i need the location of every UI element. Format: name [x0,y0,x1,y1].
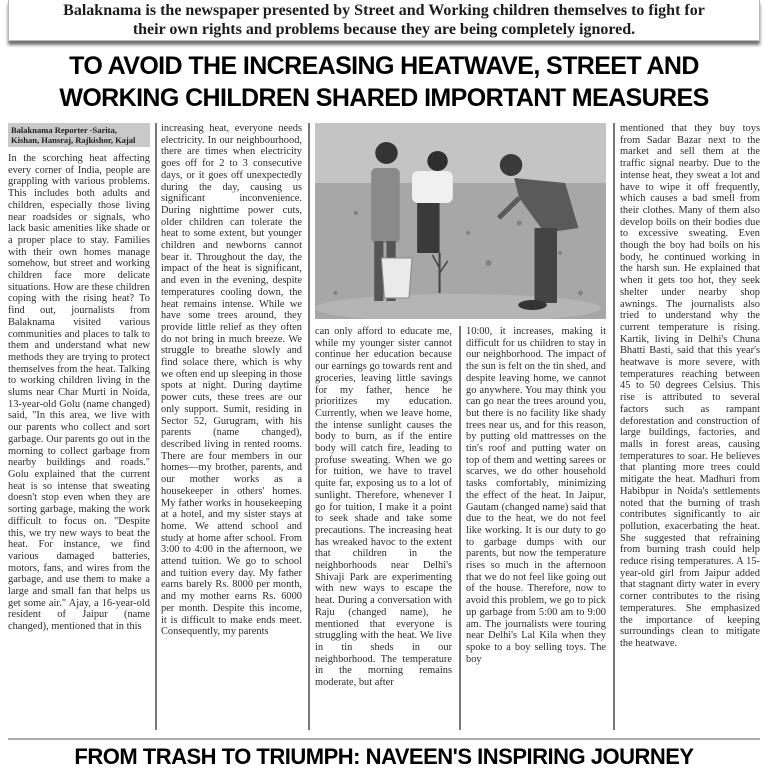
column-divider [308,123,310,730]
column-1-text: In the scorching heat affecting every corner of India, people are grappling with various problems. This includes both adults and children, especially those living near roadsides or signals, who lack basic amenities like shade or a proper place to stay. Families with their own homes manage somehow, but street and working children face more delicate situations. How are these children coping with the rising heat? To find out, journalists from Balaknama visited various communities and places to talk to them and understand what new methods they are trying to protect themselves from the heat. Talking to working children living in the slums near Char Murti in Noida, 13-year-old Golu (name changed) said, "In this area, we live with our parents who collect and sort garbage. Our parents go out in the morning to collect garbage from nearby buildings and roads." Golu explained that the current heat is so intense that sweating doesn't stop even when they are sorting garbage, making the work difficult to focus on. "Despite this, we try new ways to beat the heat. For instance, we find various damaged batteries, motors, fans, and wires from the garbage, and use them to make a large and small fan that helps us get some air." Ajay, a 16-year-old resident of Jaipur (name changed), mentioned that in this [8,153,150,633]
headline-line-1: TO AVOID THE INCREASING HEATWAVE, STREET AND [69,52,699,80]
column-divider [155,123,157,730]
article-headline [8,50,760,114]
article-photo [315,123,606,319]
column-divider [613,123,615,730]
column-5-text: mentioned that they buy toys from Sadar Bazar next to the market and sell them at the traffic signal nearby. Due to the intense heat, they sweat a lot and have to wipe it off frequently, which causes a bad smell from their clothes. Many of them also develop boils on their bodies due to excessive sweating. Even though the boy had boils on his body, he continued working in the harsh sun. He explained that when it gets too hot, they seek shelter under nearby shop awnings. The journalists also tried to understand why the current temperature is rising. Kartik, living in Delhi's Chuna Bhatti Basti, said that this year's heatwave is more severe, with temperatures reaching between 45 to 50 degrees Celsius. This rise is attributed to several factors such as rampant deforestation and construction of large buildings, factories, and malls in forest areas, causing temperatures to soar. He believes that planting more trees could mitigate the heat. Madhuri from Habibpur in Noida's settlements noted that the burning of trash contributes significantly to air pollution, exacerbating the heat. She suggested that refraining from burning trash could help reduce rising temperatures. A 15-year-old girl from Jaipur added that stagnant dirty water in every corner contributes to the rising temperatures. She emphasized the importance of keeping surroundings clean to mitigate the heatwave. [620,123,760,649]
next-article-headline: FROM TRASH TO TRIUMPH: NAVEEN'S INSPIRING JOURNEY [74,744,694,769]
column-4-text: 10:00, it increases, making it difficult for us children to stay in our neighborhood. The impact of the sun is felt on the tin shed, and despite leaving home, we cannot go anywhere. You may think you can go near the trees around you, but there is no facility like shady trees near us, and for this reason, by putting old mattresses on the tin's roof and putting water on top of them and wetting sarees or scarves, we do other household tasks comfortably, minimizing the effect of the heat. In Jaipur, Gautam (changed name) said that due to the heat, we do not feel like working. It is our duty to go to garbage dumps with our parents, but now the temperature rises so much in the afternoon that we do not feel like going out of the house. Therefore, now to avoid this problem, we go to pick up garbage from 5:00 am to 9:00 am. The journalists were touring near Delhi's Lal Kila when they spoke to a boy selling toys. The boy [466,326,606,665]
masthead-banner [8,0,760,41]
column-divider [459,326,461,730]
children-planting-tree-photo [315,123,606,319]
banner-line-2: their own rights and problems because they are being completely ignored. [132,21,636,38]
byline: Balaknama Reporter -Sarita, Kishan, Hansraj, Rajkishor, Kajal [8,123,150,147]
banner-line-1: Balaknama is the newspaper presented by Street and Working children themselves to fight for [63,2,705,19]
column-2-text: increasing heat, everyone needs electricity. In our neighbourhood, there are times when electricity goes off for 2 to 3 consecutive days, or it goes off unexpectedly during the day, causing us significant inconvenience. During nighttime power cuts, older children can tolerate the heat to some extent, but younger children and newborns cannot bear it. Throughout the day, the impact of the heat is significant, and even in the evening, despite temperatures cooling down, the heat remains intense. While we have some trees around, they provide little relief as they often do not bring in much breeze. We struggle to breathe slowly and find solace there, which is why we often end up sleeping in those spots at night. During daytime power cuts, these trees are our only support. Sumit, residing in Sector 52, Gurugram, with his parents (name changed), described living in rented rooms. There are four members in our homes—my brother, parents, and our mother works as a housekeeper in others' homes. My father works in housekeeping at a hotel, and my sister stays at home. We attend school and study at home after school. From 3:00 to 4:00 in the afternoon, we attend tuition. We go to school and tuition every day. My father earns barely Rs. 8000 per month, and my mother earns Rs. 6000 per month. Despite this income, it is difficult to make ends meet. Consequently, my parents [161,123,302,638]
article-column-1 [8,123,150,633]
section-divider [8,738,760,740]
article-column-5 [620,123,760,650]
article-column-3 [315,326,452,689]
headline-line-2: WORKING CHILDREN SHARED IMPORTANT MEASURES [59,84,709,112]
column-3-text: can only afford to educate me, while my younger sister cannot continue her education because our earnings go towards rent and groceries, leaving little savings for my father, hence he prioritizes my education. Currently, when we leave home, the intense sunlight causes the body to burn, as if the entire body will catch fire, leading to profuse sweating. When we go for tuition, we have to travel quite far, exposing us to a lot of sunlight. Therefore, whenever I go for tuition, I make it a point to seek shade and take some precautions. The increasing heat has wreaked havoc to the extent that children in the neighborhoods near Delhi's Shivaji Park are experimenting with new ways to escape the heat. During a conversation with Raju (changed name), he mentioned that everyone is struggling with the heat. We live in tin sheds in our neighborhood. The temperature in the morning remains moderate, but after [315,326,452,689]
article-column-4 [466,326,606,665]
article-column-2 [161,123,302,638]
